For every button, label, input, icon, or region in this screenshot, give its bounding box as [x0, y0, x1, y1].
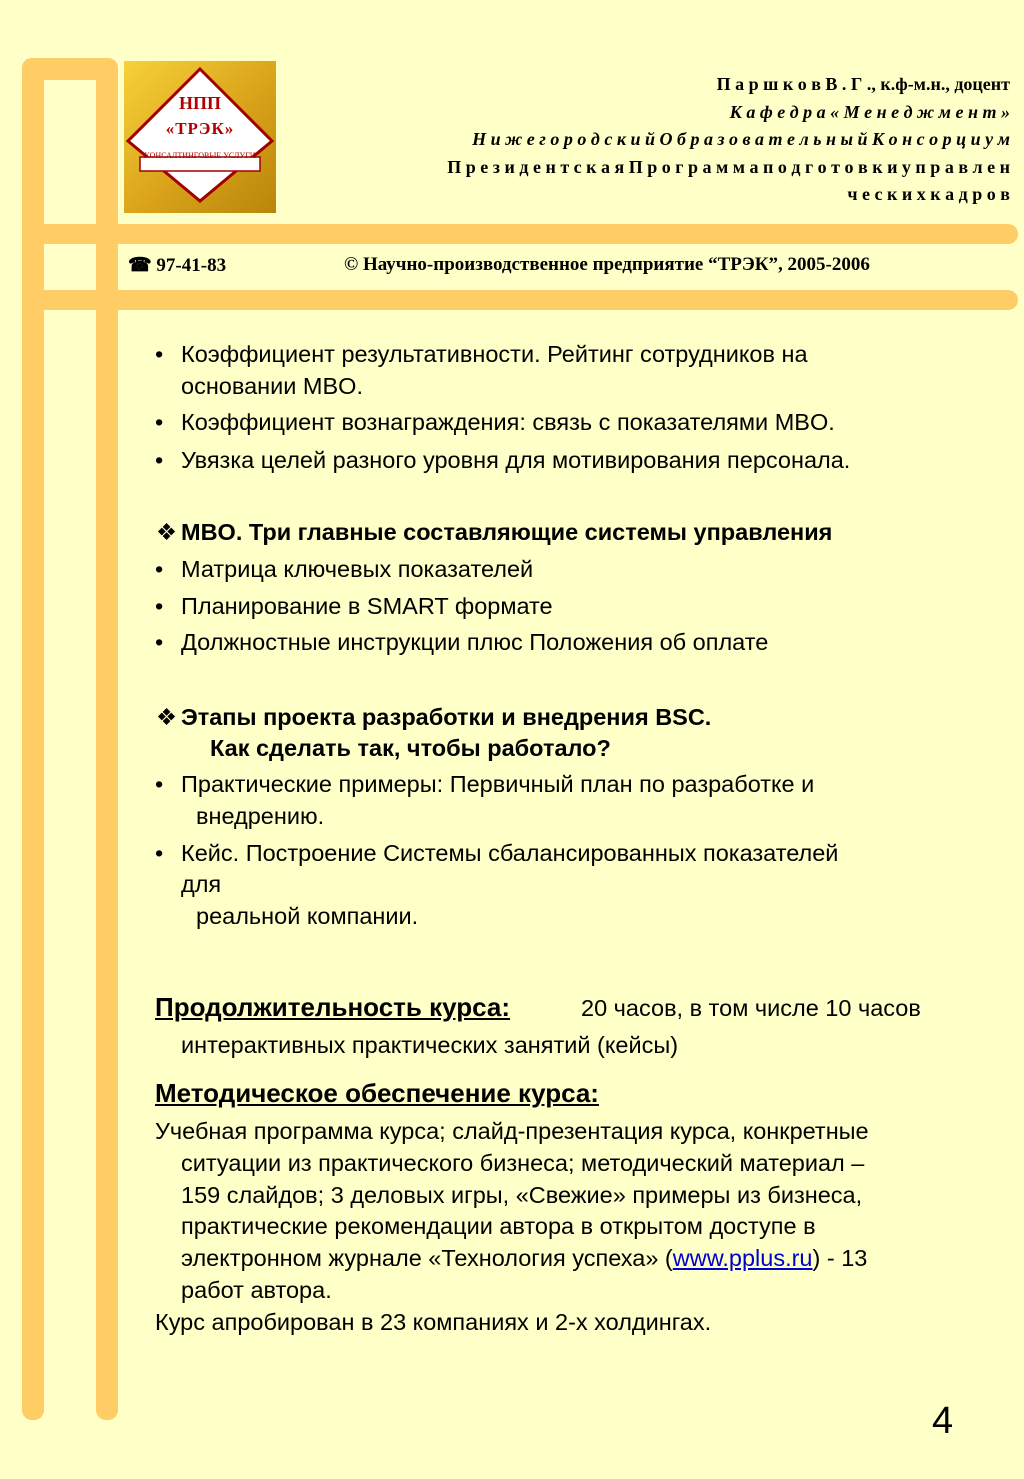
approval-text: Курс апробирован в 23 компаниях и 2-х холдингах.: [155, 1309, 712, 1335]
copyright-info: [344, 254, 870, 276]
author-line: П а р ш к о в В . Г ., к.ф-м.н., доцент: [716, 74, 1010, 94]
bullet-icon: •: [155, 593, 164, 619]
left-outer-bar: [22, 58, 44, 1420]
company-logo: [124, 61, 276, 213]
copyright-text: Научно-производственное предприятие “ТРЭК”, 2005-2006: [362, 254, 870, 275]
bullet-item-cont: внедрению.: [196, 803, 325, 829]
phone-icon: ☎: [128, 255, 152, 276]
bullet-item: Кейс. Построение Системы сбалансированных показателей: [181, 840, 839, 866]
section-heading-cont: Как сделать так, чтобы работало?: [210, 735, 611, 761]
pplus-link[interactable]: www.pplus.ru: [672, 1245, 813, 1271]
methodology-text-cont: практические рекомендации автора в открытом доступе в: [181, 1213, 816, 1239]
bullet-item: Планирование в SMART формате: [181, 593, 553, 619]
duration-text-cont: интерактивных практических занятий (кейсы): [181, 1032, 679, 1058]
top-bar: [22, 58, 118, 80]
bullet-item: Коэффициент результативности. Рейтинг сотрудников на: [181, 341, 808, 367]
bullet-item: Практические примеры: Первичный план по разработке и: [181, 771, 815, 797]
section-heading: Этапы проекта разработки и внедрения BSC.: [181, 704, 712, 730]
phone-number: 97-41-83: [156, 255, 227, 276]
bullet-item-cont: для: [181, 871, 222, 897]
copyright-icon: ©: [344, 254, 359, 275]
bullet-icon: •: [155, 447, 164, 473]
duration-label: Продолжительность курса:: [155, 992, 511, 1022]
left-inner-bar: [96, 58, 118, 1420]
diamond-bullet-icon: ❖: [156, 519, 178, 545]
header-separator-bar: [22, 224, 1018, 244]
logo-npp: НПП: [178, 93, 221, 113]
content-separator-bar: [22, 290, 1018, 310]
methodology-text-part: ) - 13: [812, 1245, 868, 1271]
methodology-text-cont: ситуации из практического бизнеса; методический материал –: [181, 1150, 865, 1176]
program-line-2: ч е с к и х к а д р о в: [847, 184, 1010, 204]
bullet-item-cont: реальной компании.: [196, 903, 419, 929]
methodology-text-cont: работ автора.: [181, 1277, 332, 1303]
bullet-icon: •: [155, 840, 164, 866]
bullet-icon: •: [155, 409, 164, 435]
diamond-bullet-icon: ❖: [156, 704, 178, 730]
department-line: К а ф е д р а « М е н е д ж м е н т »: [729, 102, 1010, 122]
bullet-item: Должностные инструкции плюс Положения об оплате: [181, 629, 769, 655]
methodology-label: Методическое обеспечение курса:: [155, 1078, 599, 1108]
logo-subtitle: КОНСАЛТИНГОВЫЕ УСЛУГИ: [144, 151, 256, 160]
methodology-text-cont: [181, 1242, 867, 1274]
logo-trek: «ТРЭК»: [165, 119, 235, 138]
program-line: П р е з и д е н т с к а я П р о г р а м м а п о д г о т о в к и у п р а в л е н: [447, 157, 1010, 177]
methodology-text: Учебная программа курса; слайд-презентация курса, конкретные: [155, 1118, 869, 1144]
bullet-icon: •: [155, 341, 164, 367]
bullet-item-cont: основании MBO.: [181, 373, 363, 399]
bullet-icon: •: [155, 629, 164, 655]
bullet-item: Коэффициент вознаграждения: связь с показателями MBO.: [181, 409, 835, 435]
methodology-text-cont: 159 слайдов; 3 деловых игры, «Свежие» примеры из бизнеса,: [181, 1182, 863, 1208]
phone-info: [128, 254, 226, 277]
section-heading: MBO. Три главные составляющие системы управления: [181, 519, 833, 545]
page-number: 4: [932, 1400, 954, 1442]
consortium-line: Н и ж е г о р о д с к и й О б р а з о в а т е л ь н ы й К о н с о р ц и у м: [472, 129, 1010, 149]
methodology-text-part: электронном журнале «Технология успеха» (: [181, 1245, 673, 1271]
bullet-item: Увязка целей разного уровня для мотивирования персонала.: [181, 447, 851, 473]
bullet-icon: •: [155, 556, 164, 582]
duration-text: 20 часов, в том числе 10 часов: [581, 995, 921, 1021]
bullet-item: Матрица ключевых показателей: [181, 556, 534, 582]
bullet-icon: •: [155, 771, 164, 797]
